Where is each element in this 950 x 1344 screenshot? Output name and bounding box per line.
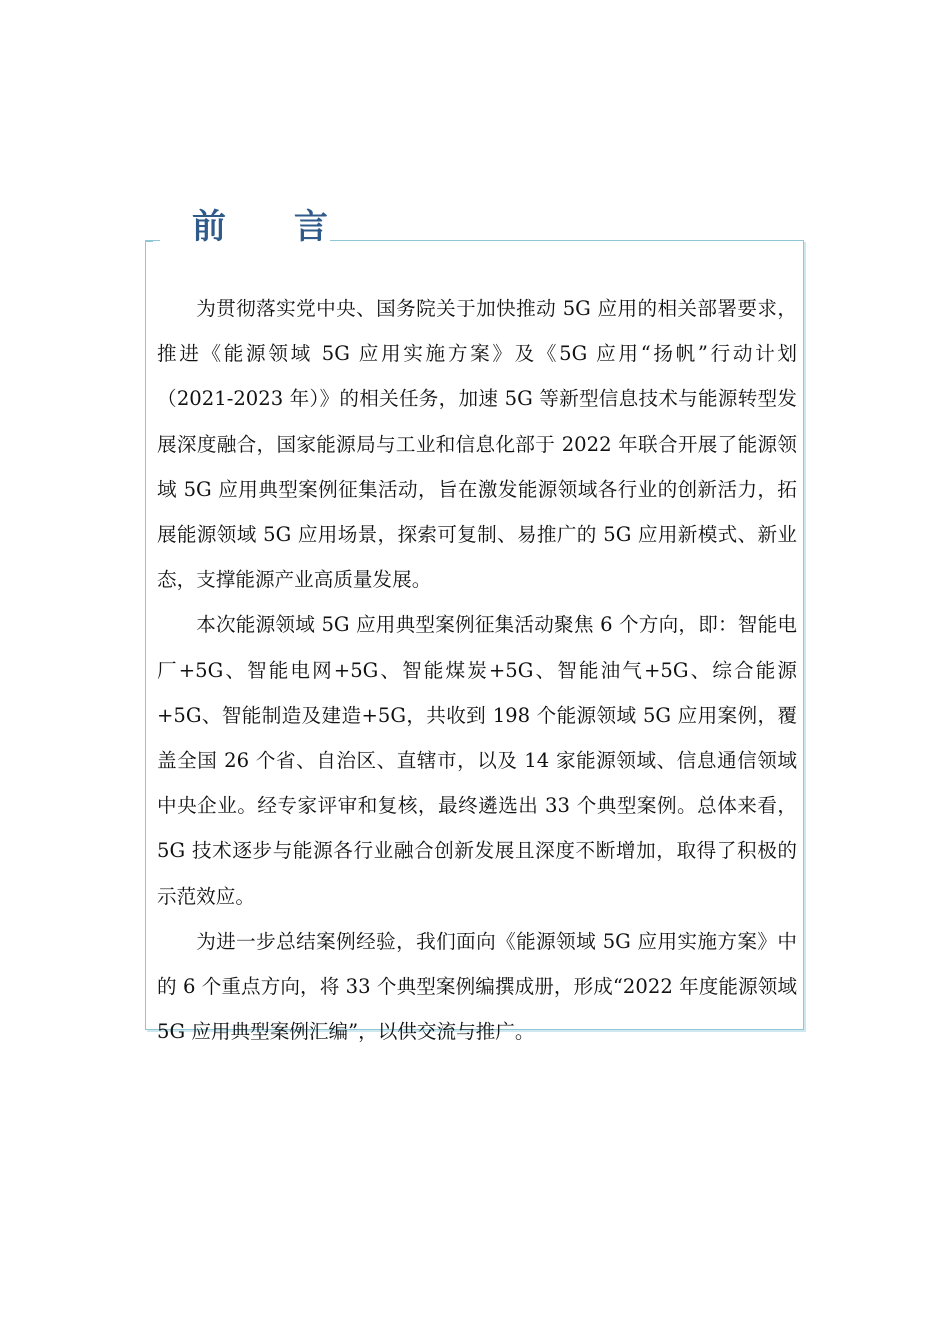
preface-body xyxy=(157,286,797,1054)
frame-corner-dash xyxy=(145,240,153,242)
paragraph-1: 为贯彻落实党中央、国务院关于加快推动 5G 应用的相关部署要求，推进《能源领域 5G 应用实施方案》及《5G 应用“扬帆”行动计划（2021-2023 年）》的相关任务，加速 5G 等新型信息技术与能源转型发展深度融合，国家能源局与工业和信息化部于 2022 年联合开展了能源领域 5G 应用典型案例征集活动，旨在激发能源领域各行业的创新活力，拓展能源领域 5G 应用场景，探索可复制、易推广的 5G 应用新模式、新业态，支撑能源产业高质量发展。 xyxy=(157,297,797,592)
paragraph-3: 为进一步总结案例经验，我们面向《能源领域 5G 应用实施方案》中的 6 个重点方向，将 33 个典型案例编撰成册，形成“2022 年度能源领域 5G 应用典型案例汇编”，以供交流与推广。 xyxy=(157,929,797,1044)
page-title: 前 言 xyxy=(192,207,356,247)
paragraph-2: 本次能源领域 5G 应用典型案例征集活动聚焦 6 个方向，即：智能电厂+5G、智能电网+5G、智能煤炭+5G、智能油气+5G、综合能源+5G、智能制造及建造+5G，共收到 198 个能源领域 5G 应用案例，覆盖全国 26 个省、自治区、直辖市，以及 14 家能源领域、信息通信领域中央企业。经专家评审和复核，最终遴选出 33 个典型案例。总体来看，5G 技术逐步与能源各行业融合创新发展且深度不断增加，取得了积极的示范效应。 xyxy=(157,613,797,908)
